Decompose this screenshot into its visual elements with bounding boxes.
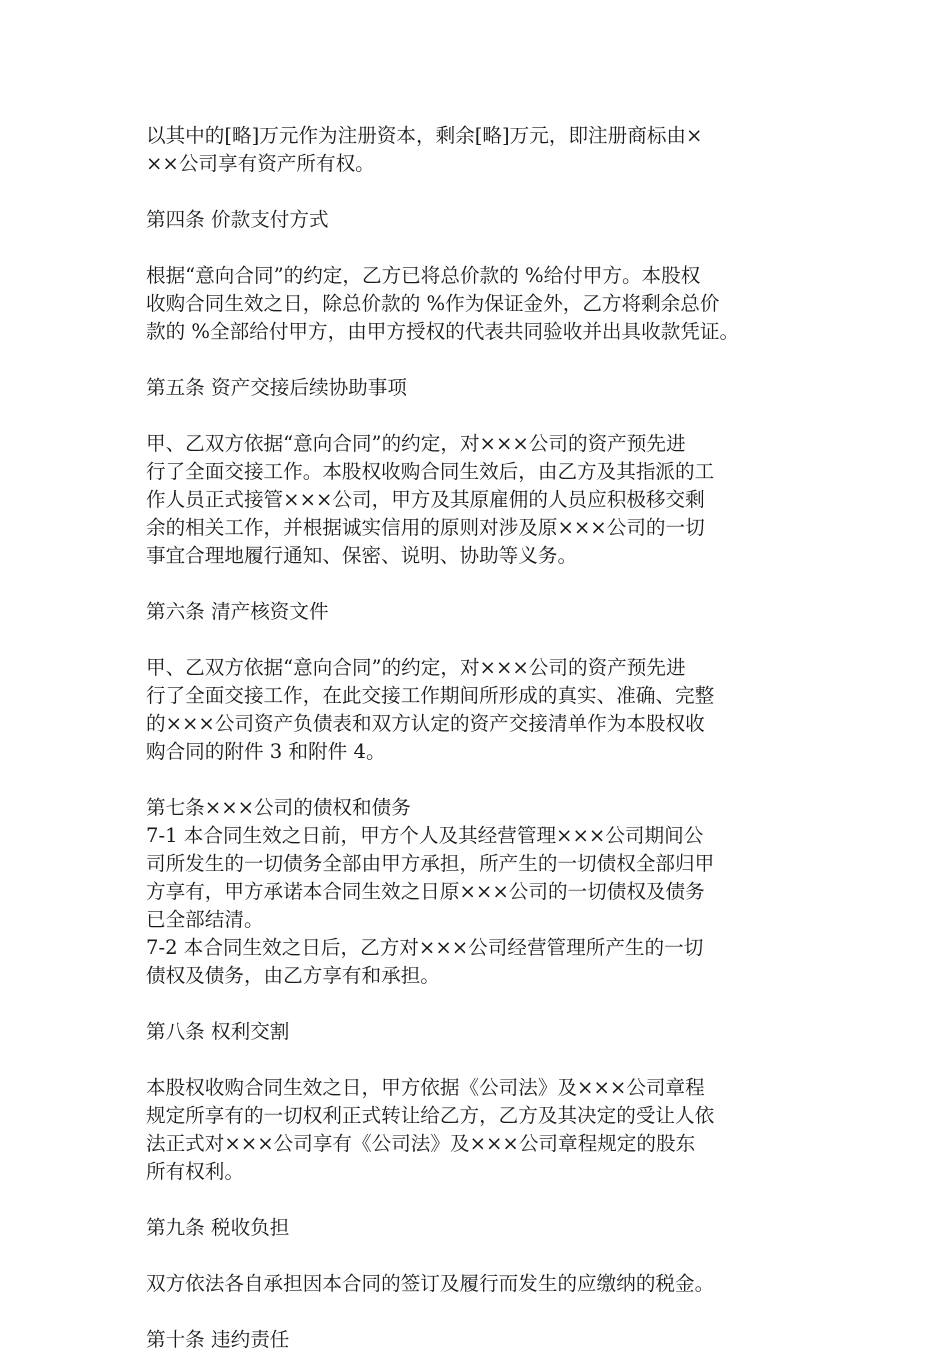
article-4-heading: 第四条 价款支付方式: [146, 208, 329, 231]
text-line: 事宜合理地履行通知、保密、说明、协助等义务。: [146, 544, 578, 567]
text-line: 收购合同生效之日，除总价款的 %作为保证金外，乙方将剩余总价: [146, 292, 720, 315]
text-line: 行了全面交接工作。本股权收购合同生效后，由乙方及其指派的工: [146, 460, 715, 483]
article-9-paragraph: [146, 1270, 811, 1298]
article-5-paragraph: [146, 430, 811, 570]
text-line: 规定所享有的一切权利正式转让给乙方，乙方及其决定的受让人依: [146, 1104, 715, 1127]
text-line: 款的 %全部给付甲方，由甲方授权的代表共同验收并出具收款凭证。: [146, 320, 740, 343]
text-line: 法正式对×××公司享有《公司法》及×××公司章程规定的股东: [146, 1132, 696, 1155]
text-line: 以其中的[略]万元作为注册资本，剩余[略]万元，即注册商标由×: [146, 124, 703, 147]
text-line: 行了全面交接工作，在此交接工作期间所形成的真实、准确、完整: [146, 684, 715, 707]
article-4-paragraph: [146, 262, 811, 346]
text-line: 余的相关工作，并根据诚实信用的原则对涉及原×××公司的一切: [146, 516, 705, 539]
text-line: 7-1 本合同生效之日前，甲方个人及其经营管理×××公司期间公: [146, 824, 704, 847]
text-line: 方享有，甲方承诺本合同生效之日原×××公司的一切债权及债务: [146, 880, 705, 903]
text-line: 甲、乙双方依据“意向合同”的约定，对×××公司的资产预先进: [146, 656, 686, 679]
document-body: [146, 122, 811, 1354]
text-line: ××公司享有资产所有权。: [146, 152, 375, 175]
text-line: 本股权收购合同生效之日，甲方依据《公司法》及×××公司章程: [146, 1076, 705, 1099]
text-line: 购合同的附件 3 和附件 4。: [146, 740, 386, 763]
text-line: 7-2 本合同生效之日后，乙方对×××公司经营管理所产生的一切: [146, 936, 704, 959]
article-5-heading: 第五条 资产交接后续协助事项: [146, 376, 407, 399]
text-line: 根据“意向合同”的约定，乙方已将总价款的 %给付甲方。本股权: [146, 264, 701, 287]
article-6-paragraph: [146, 654, 811, 766]
article-10-heading: 第十条 违约责任: [146, 1328, 290, 1351]
article-7-heading: 第七条×××公司的债权和债务: [146, 796, 411, 819]
text-line: 作人员正式接管×××公司，甲方及其原雇佣的人员应积极移交剩: [146, 488, 705, 511]
text-line: 甲、乙双方依据“意向合同”的约定，对×××公司的资产预先进: [146, 432, 686, 455]
article-6-heading: 第六条 清产核资文件: [146, 600, 329, 623]
paragraph-registered-capital: [146, 122, 811, 178]
article-8-paragraph: [146, 1074, 811, 1186]
text-line: 的×××公司资产负债表和双方认定的资产交接清单作为本股权收: [146, 712, 705, 735]
text-line: 双方依法各自承担因本合同的签订及履行而发生的应缴纳的税金。: [146, 1272, 715, 1295]
text-line: 所有权利。: [146, 1160, 244, 1183]
article-9-heading: 第九条 税收负担: [146, 1216, 290, 1239]
article-7-paragraph: [146, 822, 811, 990]
text-line: 司所发生的一切债务全部由甲方承担，所产生的一切债权全部归甲: [146, 852, 715, 875]
text-line: 债权及债务，由乙方享有和承担。: [146, 964, 440, 987]
article-8-heading: 第八条 权利交割: [146, 1020, 290, 1043]
text-line: 已全部结清。: [146, 908, 264, 931]
